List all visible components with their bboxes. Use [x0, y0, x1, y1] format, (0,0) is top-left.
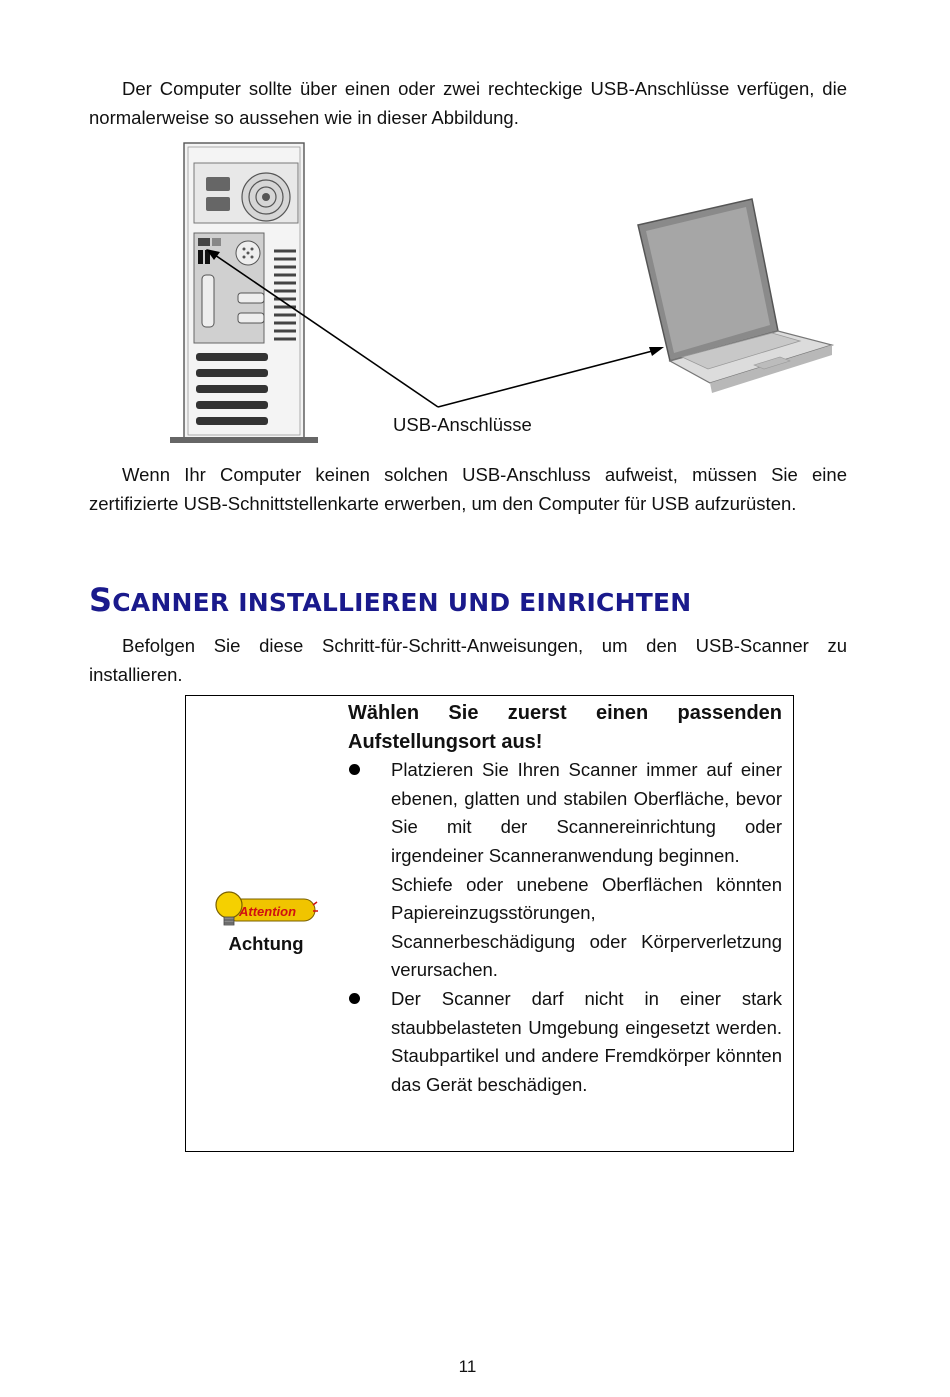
desktop-tower-image	[170, 143, 318, 443]
usb-ports-label: USB-Anschlüsse	[393, 414, 532, 435]
notice-content	[348, 699, 782, 1099]
heading-first-letter: S	[89, 581, 113, 619]
bullet-icon	[349, 764, 360, 775]
laptop-image	[638, 199, 832, 393]
bullet-extra-text: Schiefe oder unebene Oberflächen könnten Papiereinzugsstörungen, Scannerbeschädigung oder Körperverletzung verursachen.	[391, 873, 782, 981]
bullet-text: Platzieren Sie Ihren Scanner immer auf einer ebenen, glatten und stabilen Oberfläche, bevor Sie mit der Scannereinrichtung oder irgendeiner Scanneranwendung beginnen.	[391, 759, 782, 866]
bullet-text: Der Scanner darf nicht in einer stark staubbelasteten Umgebung eingesetzt werden. Staubpartikel und andere Fremdkörper könnten das Gerät beschädigen.	[391, 987, 782, 1095]
heading-rest: CANNER INSTALLIEREN UND EINRICHTEN	[112, 588, 692, 617]
usb-card-paragraph: Wenn Ihr Computer keinen solchen USB-Anschluss aufweist, müssen Sie eine zertifizierte USB-Schnittstellenkarte erwerben, um den Computer für USB aufzurüsten.	[89, 464, 847, 514]
arrowhead-laptop	[649, 347, 664, 356]
attention-column	[186, 696, 346, 1151]
page-number: 11	[458, 1357, 477, 1376]
usb-ports-figure	[160, 135, 850, 445]
attention-icon-text: Attention	[239, 904, 297, 919]
attention-icon	[213, 891, 319, 929]
list-item	[348, 985, 782, 1099]
section-heading	[89, 583, 691, 620]
attention-label: Achtung	[228, 933, 304, 954]
section-paragraph: Befolgen Sie diese Schritt-für-Schritt-Anweisungen, um den USB-Scanner zu installieren.	[89, 635, 847, 685]
list-item	[348, 756, 782, 985]
attention-notice-box	[185, 695, 794, 1152]
notice-title: Wählen Sie zuerst einen passenden Aufstellungsort aus!	[348, 702, 782, 753]
intro-paragraph: Der Computer sollte über einen oder zwei rechteckige USB-Anschlüsse verfügen, die normalerweise so aussehen wie in dieser Abbildung.	[89, 78, 847, 128]
bullet-icon	[349, 993, 360, 1004]
